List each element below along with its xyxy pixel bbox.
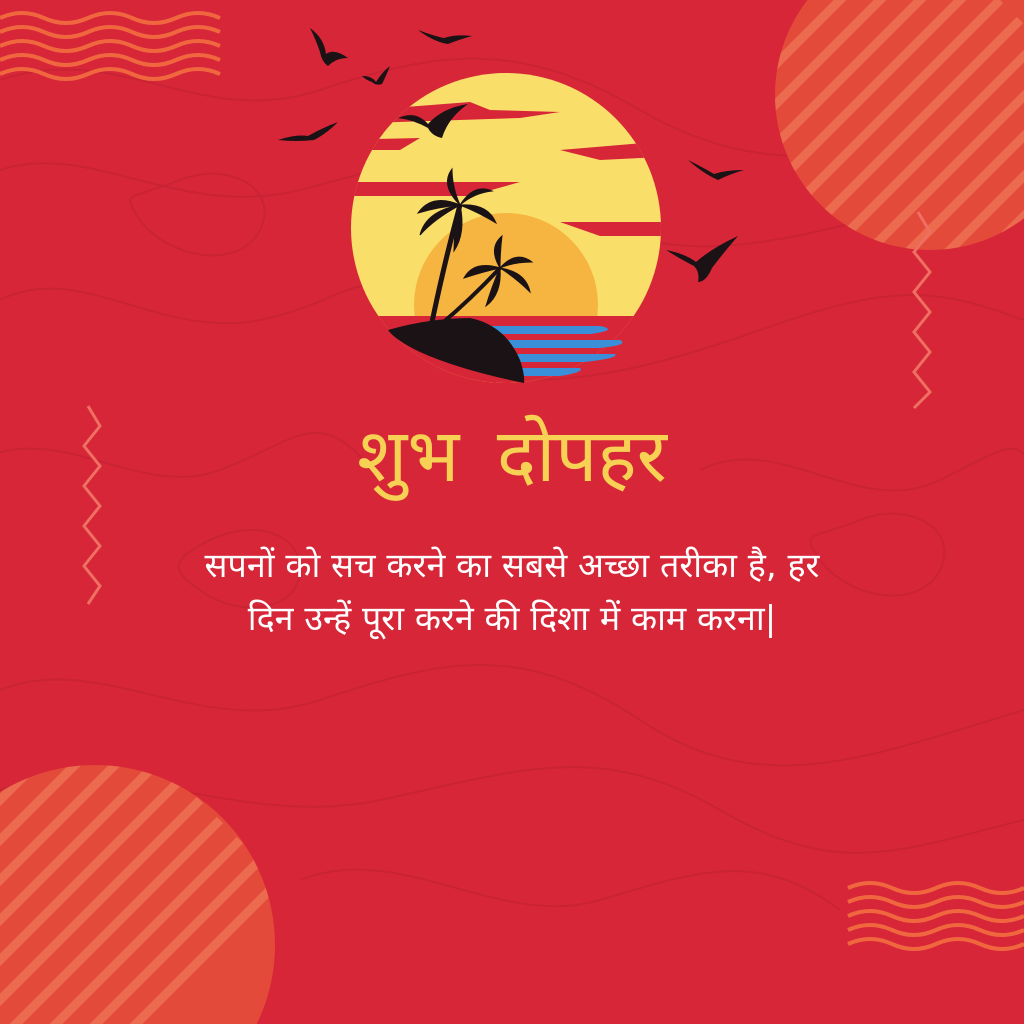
greeting-title: शुभ दोपहर	[357, 413, 667, 499]
sun-icon	[330, 73, 680, 397]
quote-line-1: सपनों को सच करने का सबसे अच्छा तरीका है, हर	[204, 546, 820, 586]
quote-text	[112, 540, 912, 645]
quote-line-2: दिन उन्हें पूरा करने की दिशा में काम करना|	[247, 598, 777, 639]
